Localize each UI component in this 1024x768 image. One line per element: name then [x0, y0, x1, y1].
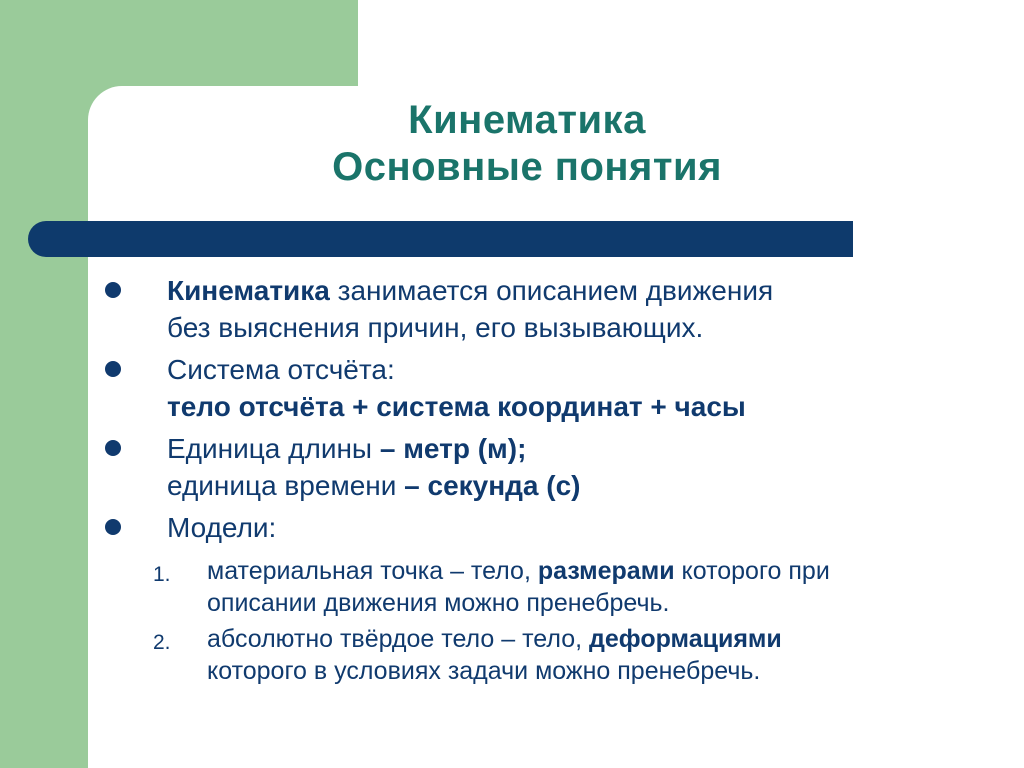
text-line — [207, 623, 945, 655]
bullet-dot-icon — [105, 519, 121, 535]
text-segment: единица времени — [167, 470, 405, 501]
text-segment: которого в условиях задачи можно пренебречь. — [207, 657, 761, 685]
text-segment: абсолютно твёрдое тело – тело, — [207, 625, 589, 653]
bullet-dot-icon — [105, 440, 121, 456]
text-segment: которого при — [674, 557, 830, 585]
text-line — [167, 467, 945, 504]
slide-body — [105, 272, 945, 691]
bullet-dot-icon — [105, 282, 121, 298]
numbered-item — [153, 555, 945, 619]
bullet-marker — [105, 509, 167, 546]
numbered-item-text — [207, 623, 945, 687]
text-line — [167, 272, 945, 309]
bullet-item — [105, 351, 945, 425]
numbered-item-number: 2. — [153, 631, 171, 654]
text-segment: описании движения можно пренебречь. — [207, 589, 670, 617]
text-line — [207, 655, 945, 687]
bullet-item — [105, 430, 945, 504]
bullet-text — [167, 430, 945, 504]
text-line — [167, 509, 945, 546]
bullet-text — [167, 509, 945, 546]
bullet-dot-icon — [105, 361, 121, 377]
text-segment: – метр (м); — [379, 433, 527, 464]
text-line — [167, 388, 945, 425]
bullet-marker — [105, 430, 167, 504]
text-line — [167, 351, 945, 388]
text-line — [167, 430, 945, 467]
numbered-list — [153, 555, 945, 687]
text-segment: тело отсчёта + система координат + часы — [167, 391, 746, 422]
numbered-item-text — [207, 555, 945, 619]
text-segment: Система отсчёта: — [167, 354, 395, 385]
text-line — [207, 587, 945, 619]
text-segment: Модели: — [167, 512, 277, 543]
text-segment: Кинематика — [167, 275, 330, 306]
bullet-text — [167, 272, 945, 346]
bullet-text — [167, 351, 945, 425]
title-divider-bar — [28, 221, 853, 257]
text-segment: деформациями — [589, 625, 782, 653]
text-segment: – секунда (с) — [404, 470, 581, 501]
text-segment: размерами — [537, 557, 675, 585]
text-segment: материальная точка – тело, — [207, 557, 538, 585]
text-segment: без выяснения причин, его вызывающих. — [167, 312, 704, 343]
text-line — [167, 309, 945, 346]
slide-title — [88, 97, 966, 191]
text-segment: занимается описанием движения — [329, 275, 774, 306]
bullet-marker — [105, 351, 167, 425]
slide-title-line2: Основные понятия — [332, 145, 722, 189]
text-line — [207, 555, 945, 587]
bullet-list — [105, 272, 945, 546]
numbered-item-number: 1. — [153, 563, 171, 586]
bullet-marker — [105, 272, 167, 346]
text-segment: Единица длины — [167, 433, 380, 464]
numbered-item — [153, 623, 945, 687]
bullet-item — [105, 272, 945, 346]
slide-title-line1: Кинематика — [408, 98, 646, 142]
bullet-item — [105, 509, 945, 546]
